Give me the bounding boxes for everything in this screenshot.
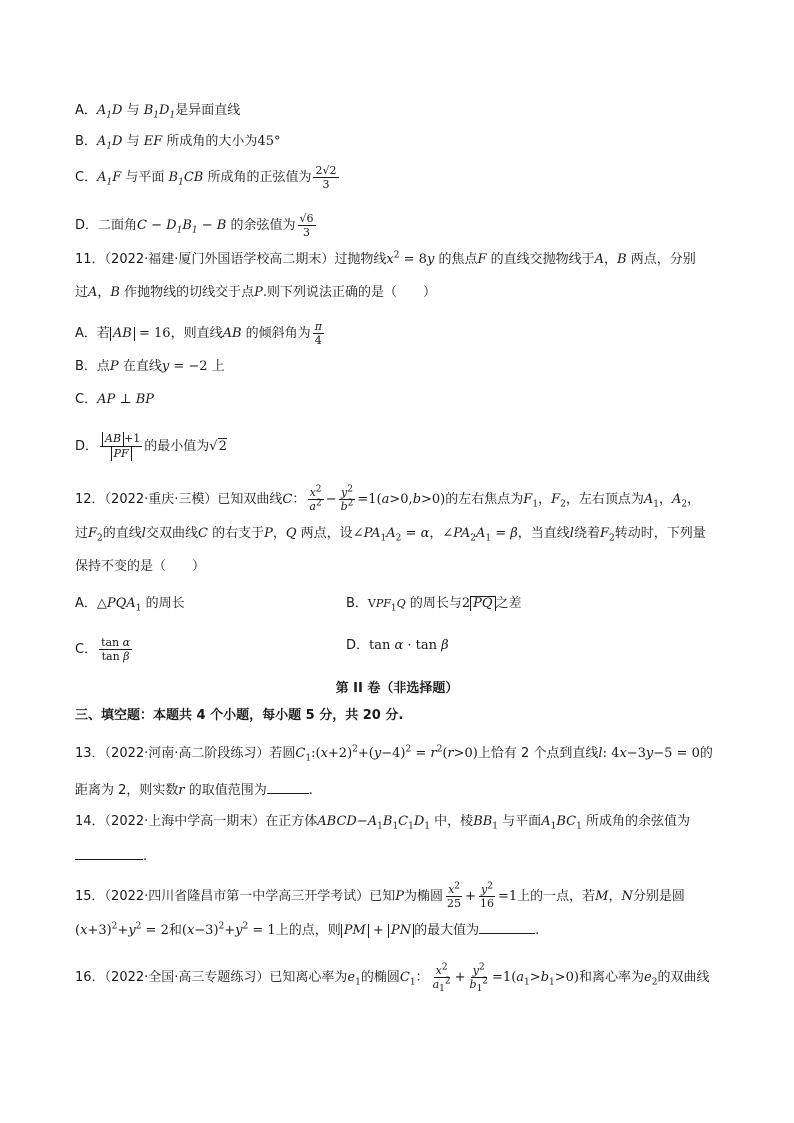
stem-text: . [143,849,148,864]
option-text: 在直线 [122,359,162,374]
option-label: D． [346,638,370,653]
stem-text: 分别是圆 [632,889,685,904]
q14-stem-line2 [75,845,147,867]
option-text: 的最小值为 [144,439,210,454]
stem-text: 的最大值为 [414,923,480,938]
stem-text: 中，棱 [434,814,474,829]
option-text: 的倾斜角为 [245,326,311,341]
stem-text: 的双曲线 [657,970,710,985]
stem-text: 过抛物线 [334,252,387,267]
stem-text: 两点，分别 [630,252,696,267]
question-source: （2022·重庆·三模） [104,492,218,507]
stem-text: 作抛物线的切线交于点 [124,285,255,300]
q15-stem-line2: $(x+3)^2+y^2 = 2$和$(x-3)^2+y^2 = 1$上的点，则 PM + PN 的最大值为 . [75,919,539,941]
question-source: （2022·上海中学高一期末） [104,814,266,829]
question-source: （2022·四川省隆昌市第一中学高三开学考试） [104,889,370,904]
option-label: D． [75,439,99,454]
stem-text: 的 [699,746,713,761]
q10-option-c: C．$A_1F$ 与平面 $B_1CB$ 所成角的正弦值为 $\frac{2√2}{3}$ [75,164,337,191]
option-text: 的余弦值为 [230,218,296,233]
q10-option-d: D．二面角$C - D_1B_1 - B$ 的余弦值为 $\frac{√6}{3}$ [75,212,314,239]
stem-text: 的焦点 [438,252,478,267]
stem-text: 为椭圆 [404,889,444,904]
q11-stem-line2: 过A，B 作抛物线的切线交于点P.则下列说法正确的是（ ） [75,285,437,300]
section-title: 第 II 卷（非选择题） [335,681,459,696]
q12-stem-line1: 12．（2022·重庆·三模）已知双曲线C： $\frac{x^2}{a^2}$ − $\frac{y^2}{b^2}$ =1(a>0,b>0)的左右焦点为$F_1$，$F_2$，左右顶点为$A_1$，$A_2$， [75,484,701,513]
stem-text: ，当直线 [517,526,570,541]
fraction: $\frac{x^2}{25}$ [447,881,462,910]
stem-text: .则下列说法正确的是（ ） [262,285,437,300]
stem-text: 转动时，下列量 [614,526,706,541]
question-source: （2022·福建·厦门外国语学校高二期末） [104,252,335,267]
fraction: $\frac{\pi}{4}$ [314,320,322,347]
stem-text: 已知双曲线 [217,492,283,507]
stem-text: 和 [168,923,182,938]
option-text: 的周长与 [409,596,462,611]
option-label: C． [75,170,98,185]
question-number: 12． [75,492,105,507]
stem-text: 在正方体 [265,814,318,829]
stem-text: 的直线交抛物线于 [490,252,595,267]
option-text: 所成角的正弦值为 [207,170,312,185]
stem-text: 上的点，则 [275,923,341,938]
stem-text: 的直线 [102,526,142,541]
stem-text: 上的一点，若 [517,889,596,904]
fraction: $\frac{x^2}{a_1^2}$ [432,962,451,995]
option-text: 上 [211,359,225,374]
stem-text: 的椭圆 [360,970,400,985]
question-number: 15． [75,889,105,904]
stem-text: 绕着 [573,526,600,541]
stem-text: . [535,923,540,938]
option-text: ，则直线 [170,326,223,341]
section-instructions: 三、填空题：本题共 4 个小题，每小题 5 分，共 20 分. [75,708,404,723]
fraction: $\frac{y^2}{16}$ [479,881,494,910]
stem-text: 过 [75,526,89,541]
option-value: 45° [257,134,281,149]
stem-text: 已知离心率为 [269,970,348,985]
stem-text: 与平面 [502,814,542,829]
question-number: 11． [75,252,105,267]
q11-stem-line1: 11．（2022·福建·厦门外国语学校高二期末）过抛物线$x^2 = 8y$ 的焦点F 的直线交抛物线于A，B 两点，分别 [75,250,696,267]
fraction: $\frac{y^2}{b_1^2}$ [469,962,489,995]
option-text: 的周长 [145,596,185,611]
stem-text: 距离为 2，则实数 [75,783,179,798]
q13-stem-line2: 距离为 2，则实数r 的取值范围为 . [75,779,313,801]
stem-text: 过 [75,285,89,300]
answer-blank[interactable] [75,845,143,860]
q12-stem-line2: 过$F_2$的直线l交双曲线C 的右支于P，Q 两点，设$\angle PA_1A_2 = \alpha$，$\angle PA_2A_1 = \beta$，当直线l绕着$F_2$转动时，下列量 [75,526,706,544]
stem-text: 上恰有 2 个点到直线 [477,746,599,761]
q12-option-a: A．$\triangle PQA_1$ 的周长 [75,596,185,614]
q13-stem-line1: 13．（2022·河南·高二阶段练习）若圆$C_1:(x+2)^2+(y-4)^2 = r^2(r>0)$上恰有 2 个点到直线l: 4x−3y−5 = 0的 [75,744,713,764]
q16-stem-line1: 16．（2022·全国·高三专题练习）已知离心率为$e_1$的椭圆$C_1$： $\frac{x^2}{a_1^2}$ + $\frac{y^2}{b_1^2}$ $=1(a_1>b_1>0)$和离心率为$e_2$的双曲线 [75,962,710,995]
stem-text: 的右支于 [212,526,265,541]
option-text: 之差 [495,596,522,611]
fraction: $\frac{AB +1}{PF}$ [100,432,142,461]
fraction: $\frac{√6}{3}$ [299,212,314,239]
option-text: A．若 [75,326,110,341]
q10-option-b: B．$A_1D$ 与 EF 所成角的大小为45° [75,134,281,152]
option-label: C． [75,392,98,407]
q11-option-c: C．AP ⊥ BP [75,392,155,407]
stem-text: 两点，设 [300,526,353,541]
option-label: D． [75,218,99,233]
q12-option-b: B．$VPF_1Q$ 的周长与2 PQ 之差 [346,596,522,614]
question-number: 16． [75,970,105,985]
question-number: 14． [75,814,105,829]
q14-stem-line1: 14．（2022·上海中学高一期末）在正方体$ABCD-A_1B_1C_1D_1$ 中，棱$BB_1$ 与平面$A_1BC_1$ 所成角的余弦值为 [75,814,690,832]
option-text: 与平面 [125,170,165,185]
stem-text: 若圆 [269,746,296,761]
q12-option-c [75,636,134,663]
stem-text: 交双曲线 [145,526,198,541]
option-text: 二面角 [98,218,138,233]
option-label: A． [75,596,97,611]
option-label: B． [346,596,368,611]
option-text: 所成角的大小为 [166,134,258,149]
fraction: $\frac{\text{tan α}}{\text{tan β}}$ [101,636,131,663]
option-label: A． [75,103,97,118]
fraction: $\frac{y^2}{b^2}$ [340,484,354,513]
question-source: （2022·河南·高二阶段练习） [104,746,270,761]
q10-option-a: A．$A_1D$ 与 $B_1D_1$是异面直线 [75,103,241,121]
stem-text: 已知 [369,889,396,904]
stem-text: 保持不变的是（ ） [75,559,206,574]
option-label: C． [75,642,98,657]
q12-stem-line3 [75,557,205,577]
stem-text: 的左右焦点为 [445,492,524,507]
option-text: B．点 [75,359,110,374]
fraction: $\frac{2√2}{3}$ [315,164,337,191]
q12-option-d: D．tan α · tan β [346,638,449,653]
answer-blank[interactable] [267,779,309,794]
option-label: B． [75,134,97,149]
stem-text: 和离心率为 [579,970,645,985]
answer-blank[interactable] [479,919,535,934]
q15-stem-line1: 15．（2022·四川省隆昌市第一中学高三开学考试）已知P为椭圆 $\frac{x^2}{25}$ + $\frac{y^2}{16}$ =1上的一点，若M，N分别是圆 [75,881,685,910]
stem-text: ，左右顶点为 [565,492,644,507]
q11-option-a: A．若 AB = 16，则直线AB 的倾斜角为 $\frac{\pi}{4}$ [75,320,322,347]
stem-text: 所成角的余弦值为 [585,814,690,829]
option-text: 是异面直线 [175,103,241,118]
fraction: $\frac{x^2}{a^2}$ [309,484,322,513]
question-source: （2022·全国·高三专题练习） [104,970,270,985]
q11-option-b: B．点P 在直线y = −2 上 [75,359,225,374]
stem-text: 的取值范围为 [188,783,267,798]
q11-option-d: D． $\frac{AB +1}{PF}$ 的最小值为√2 [75,432,227,460]
question-number: 13． [75,746,105,761]
